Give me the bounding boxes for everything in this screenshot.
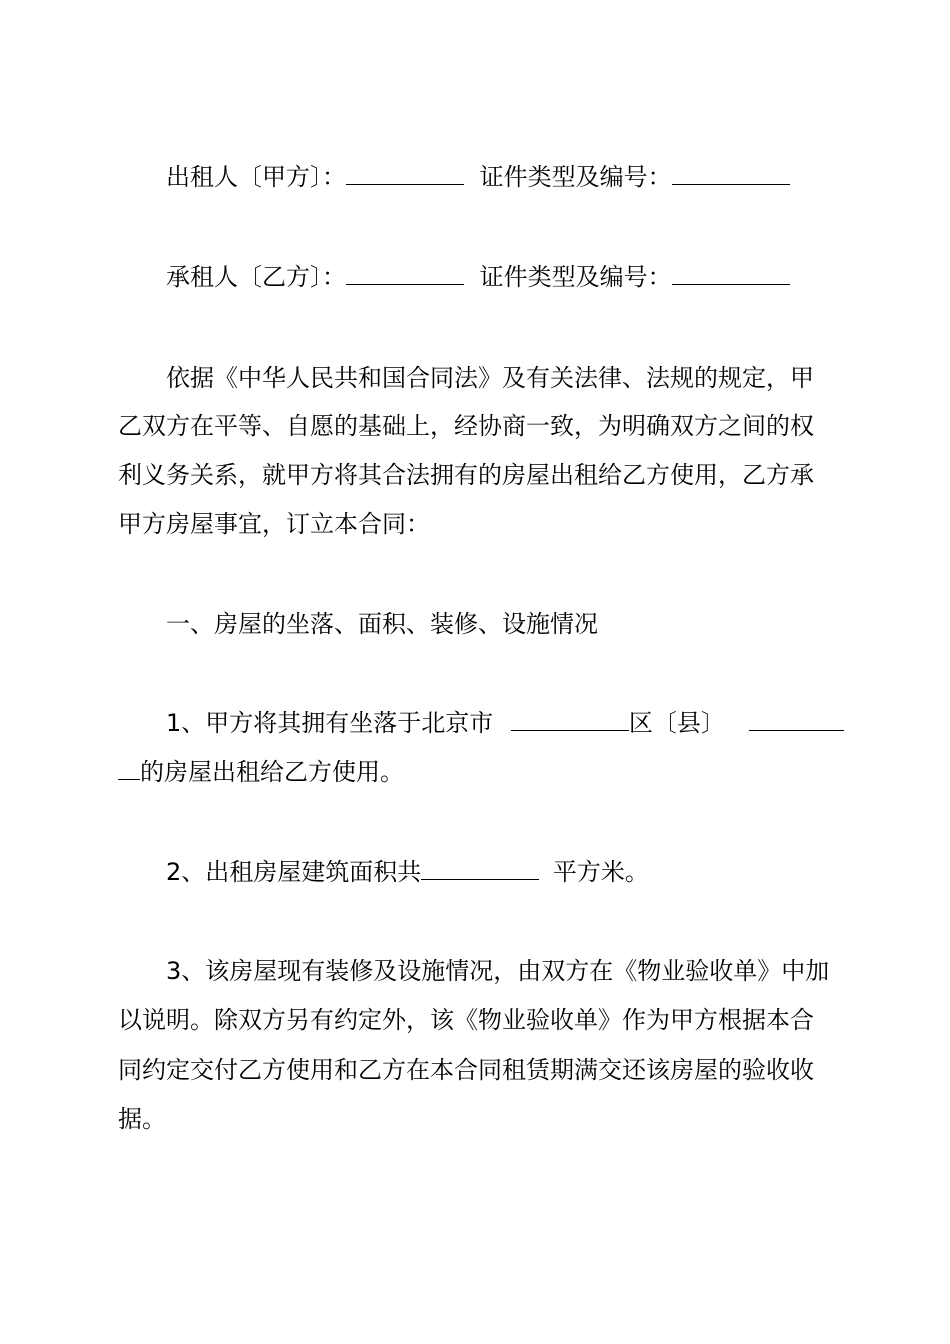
address-blank-continued[interactable] [118, 761, 140, 780]
item-3-line-2: 以说明。除双方另有约定外，该《物业验收单》作为甲方根据本合 [118, 1006, 814, 1034]
lessor-blank[interactable] [346, 166, 464, 185]
lessee-label: 承租人〔乙方〕： [166, 263, 346, 291]
lessor-line [166, 163, 790, 191]
area-blank[interactable] [421, 861, 539, 880]
item-1-prefix: 1、甲方将其拥有坐落于北京市 [166, 709, 494, 737]
lessee-id-blank[interactable] [672, 266, 790, 285]
item-3-line-1: 3、该房屋现有装修及设施情况，由双方在《物业验收单》中加 [166, 957, 830, 985]
item-1-line-2 [118, 758, 404, 786]
preamble-line-2: 乙双方在平等、自愿的基础上，经协商一致，为明确双方之间的权 [118, 412, 814, 440]
preamble-line-1: 依据《中华人民共和国合同法》及有关法律、法规的规定，甲 [166, 364, 814, 392]
section-heading: 一、房屋的坐落、面积、装修、设施情况 [166, 610, 598, 638]
preamble-line-3: 利义务关系，就甲方将其合法拥有的房屋出租给乙方使用，乙方承 [118, 461, 814, 489]
lessor-label: 出租人〔甲方〕： [166, 163, 346, 191]
item-1-suffix: 的房屋出租给乙方使用。 [140, 758, 404, 786]
item-3-line-4: 据。 [118, 1105, 166, 1133]
district-blank[interactable] [511, 712, 629, 731]
lessor-id-blank[interactable] [672, 166, 790, 185]
item-2-suffix: 平方米。 [552, 858, 649, 886]
item-3-line-3: 同约定交付乙方使用和乙方在本合同租赁期满交还该房屋的验收收 [118, 1056, 814, 1084]
lessee-line [166, 263, 790, 291]
address-blank[interactable] [749, 712, 844, 731]
lessor-id-label: 证件类型及编号： [479, 163, 672, 191]
lessee-blank[interactable] [346, 266, 464, 285]
item-1-line-1 [166, 709, 844, 737]
lessee-id-label: 证件类型及编号： [479, 263, 672, 291]
item-1-mid: 区〔县〕 [628, 709, 725, 737]
preamble-line-4: 甲方房屋事宜，订立本合同： [118, 510, 430, 538]
item-2-line [166, 858, 649, 886]
item-2-prefix: 2、出租房屋建筑面积共 [166, 858, 422, 886]
